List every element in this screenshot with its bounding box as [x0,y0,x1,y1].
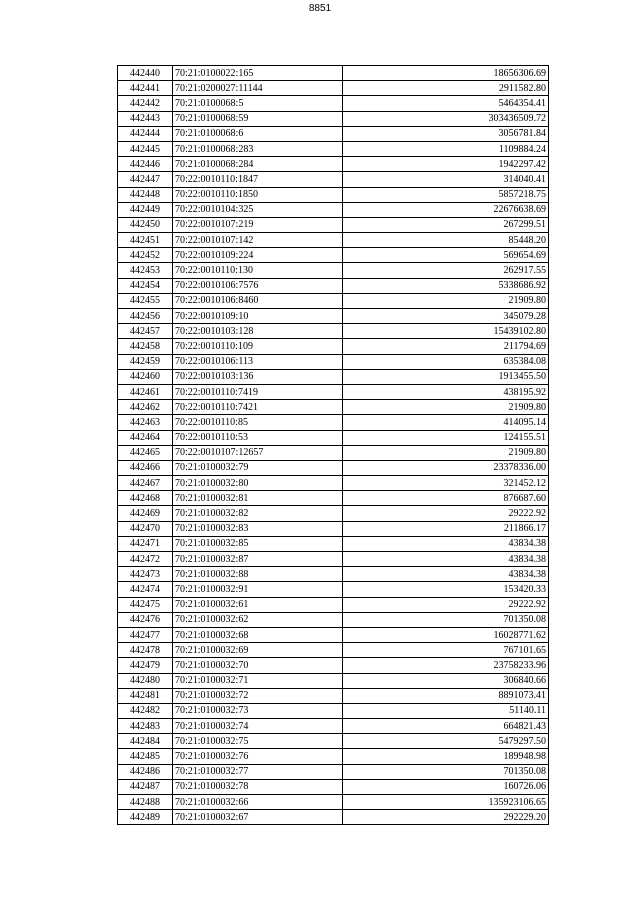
table-row [118,81,549,96]
cadastral-number-cell: 70:21:0100032:62 [173,612,343,627]
cadastral-value-cell: 414095.14 [343,415,549,430]
cadastral-number-cell: 70:22:0010110:7419 [173,384,343,399]
cadastral-number-cell: 70:21:0100032:83 [173,521,343,536]
table-row [118,764,549,779]
row-number-cell: 442482 [118,703,173,718]
cadastral-value-cell: 43834.38 [343,552,549,567]
cadastral-value-cell: 124155.51 [343,430,549,445]
cadastral-value-cell: 8891073.41 [343,688,549,703]
row-number-cell: 442469 [118,506,173,521]
cadastral-value-cell: 664821.43 [343,719,549,734]
row-number-cell: 442489 [118,810,173,825]
table-row [118,66,549,81]
cadastral-value-cell: 18656306.69 [343,66,549,81]
table-row [118,126,549,141]
table-row [118,719,549,734]
row-number-cell: 442477 [118,627,173,642]
row-number-cell: 442462 [118,400,173,415]
table-row [118,384,549,399]
row-number-cell: 442457 [118,324,173,339]
row-number-cell: 442442 [118,96,173,111]
table-row [118,248,549,263]
cadastral-number-cell: 70:22:0010106:113 [173,354,343,369]
row-number-cell: 442458 [118,339,173,354]
cadastral-value-cell: 1109884.24 [343,141,549,156]
cadastral-number-cell: 70:21:0100032:71 [173,673,343,688]
row-number-cell: 442463 [118,415,173,430]
cadastral-value-cell: 21909.80 [343,400,549,415]
cadastral-value-cell: 29222.92 [343,597,549,612]
row-number-cell: 442480 [118,673,173,688]
row-number-cell: 442481 [118,688,173,703]
cadastral-value-cell: 51140.11 [343,703,549,718]
cadastral-value-cell: 635384.08 [343,354,549,369]
row-number-cell: 442449 [118,202,173,217]
cadastral-value-cell: 262917.55 [343,263,549,278]
table-row [118,597,549,612]
cadastral-number-cell: 70:21:0100032:68 [173,627,343,642]
row-number-cell: 442468 [118,491,173,506]
cadastral-value-cell: 569654.69 [343,248,549,263]
table-row [118,567,549,582]
cadastral-number-cell: 70:21:0100032:66 [173,795,343,810]
cadastral-value-cell: 267299.51 [343,217,549,232]
table-row [118,643,549,658]
row-number-cell: 442483 [118,719,173,734]
cadastral-number-cell: 70:22:0010103:128 [173,324,343,339]
cadastral-number-cell: 70:21:0200027:11144 [173,81,343,96]
row-number-cell: 442448 [118,187,173,202]
row-number-cell: 442450 [118,217,173,232]
cadastral-number-cell: 70:22:0010110:1847 [173,172,343,187]
cadastral-value-cell: 211866.17 [343,521,549,536]
table-row [118,339,549,354]
table-row [118,795,549,810]
row-number-cell: 442485 [118,749,173,764]
cadastral-value-cell: 345079.28 [343,309,549,324]
cadastral-number-cell: 70:21:0100032:79 [173,460,343,475]
cadastral-value-cell: 321452.12 [343,476,549,491]
cadastral-value-cell: 29222.92 [343,506,549,521]
row-number-cell: 442444 [118,126,173,141]
cadastral-value-cell: 153420.33 [343,582,549,597]
cadastral-number-cell: 70:22:0010110:7421 [173,400,343,415]
row-number-cell: 442467 [118,476,173,491]
cadastral-value-cell: 303436509.72 [343,111,549,126]
table-row [118,430,549,445]
cadastral-number-cell: 70:22:0010107:219 [173,217,343,232]
cadastral-value-cell: 1913455.50 [343,369,549,384]
cadastral-number-cell: 70:21:0100032:69 [173,643,343,658]
table-row [118,749,549,764]
row-number-cell: 442451 [118,233,173,248]
row-number-cell: 442478 [118,643,173,658]
row-number-cell: 442445 [118,141,173,156]
table-row [118,202,549,217]
table-row [118,658,549,673]
row-number-cell: 442446 [118,157,173,172]
cadastral-value-cell: 23378336.00 [343,460,549,475]
row-number-cell: 442459 [118,354,173,369]
row-number-cell: 442487 [118,779,173,794]
table-row [118,141,549,156]
cadastral-value-cell: 767101.65 [343,643,549,658]
cadastral-number-cell: 70:22:0010106:8460 [173,293,343,308]
row-number-cell: 442447 [118,172,173,187]
table-row [118,734,549,749]
table-row [118,96,549,111]
cadastral-value-cell: 2911582.80 [343,81,549,96]
table-row [118,369,549,384]
cadastral-value-cell: 438195.92 [343,384,549,399]
table-row [118,324,549,339]
row-number-cell: 442465 [118,445,173,460]
table-row [118,627,549,642]
table-row [118,278,549,293]
row-number-cell: 442486 [118,764,173,779]
row-number-cell: 442472 [118,552,173,567]
cadastral-number-cell: 70:22:0010110:53 [173,430,343,445]
table-row [118,810,549,825]
table-row [118,673,549,688]
table-row [118,111,549,126]
cadastral-number-cell: 70:22:0010103:136 [173,369,343,384]
cadastral-number-cell: 70:21:0100068:59 [173,111,343,126]
cadastral-number-cell: 70:21:0100022:165 [173,66,343,81]
cadastral-value-cell: 16028771.62 [343,627,549,642]
cadastral-number-cell: 70:21:0100032:73 [173,703,343,718]
row-number-cell: 442476 [118,612,173,627]
table-row [118,157,549,172]
row-number-cell: 442461 [118,384,173,399]
cadastral-number-cell: 70:21:0100032:80 [173,476,343,491]
table-row [118,217,549,232]
table-row [118,263,549,278]
cadastral-value-cell: 1942297.42 [343,157,549,172]
cadastral-number-cell: 70:22:0010110:85 [173,415,343,430]
cadastral-number-cell: 70:21:0100032:77 [173,764,343,779]
cadastral-number-cell: 70:21:0100032:70 [173,658,343,673]
table-row [118,460,549,475]
cadastral-number-cell: 70:21:0100032:81 [173,491,343,506]
table-row [118,552,549,567]
cadastral-value-cell: 43834.38 [343,567,549,582]
cadastral-number-cell: 70:22:0010110:130 [173,263,343,278]
cadastral-value-cell: 701350.08 [343,612,549,627]
page-number: 8851 [308,3,332,14]
cadastral-value-cell: 5857218.75 [343,187,549,202]
cadastral-value-cell: 314040.41 [343,172,549,187]
row-number-cell: 442484 [118,734,173,749]
cadastral-number-cell: 70:21:0100068:283 [173,141,343,156]
cadastral-value-cell: 3056781.84 [343,126,549,141]
cadastral-value-cell: 876687.60 [343,491,549,506]
row-number-cell: 442455 [118,293,173,308]
table-row [118,293,549,308]
row-number-cell: 442473 [118,567,173,582]
row-number-cell: 442488 [118,795,173,810]
cadastral-number-cell: 70:21:0100032:85 [173,536,343,551]
row-number-cell: 442479 [118,658,173,673]
cadastral-value-cell: 5464354.41 [343,96,549,111]
cadastral-number-cell: 70:21:0100032:61 [173,597,343,612]
cadastral-number-cell: 70:22:0010106:7576 [173,278,343,293]
cadastral-value-cell: 211794.69 [343,339,549,354]
cadastral-number-cell: 70:22:0010110:1850 [173,187,343,202]
table-row [118,172,549,187]
table-body [118,66,549,825]
cadastral-value-cell: 85448.20 [343,233,549,248]
row-number-cell: 442456 [118,309,173,324]
table-row [118,445,549,460]
cadastral-number-cell: 70:21:0100032:74 [173,719,343,734]
row-number-cell: 442453 [118,263,173,278]
cadastral-value-cell: 21909.80 [343,293,549,308]
cadastral-value-cell: 5338686.92 [343,278,549,293]
table-row [118,415,549,430]
cadastral-number-cell: 70:22:0010104:325 [173,202,343,217]
cadastral-number-cell: 70:21:0100032:75 [173,734,343,749]
cadastral-value-cell: 23758233.96 [343,658,549,673]
row-number-cell: 442466 [118,460,173,475]
cadastral-value-cell: 21909.80 [343,445,549,460]
cadastral-value-cell: 701350.08 [343,764,549,779]
table-row [118,400,549,415]
cadastral-value-cell: 15439102.80 [343,324,549,339]
cadastral-number-cell: 70:21:0100032:78 [173,779,343,794]
cadastral-number-cell: 70:22:0010109:224 [173,248,343,263]
cadastral-value-cell: 189948.98 [343,749,549,764]
cadastral-value-cell: 135923106.65 [343,795,549,810]
row-number-cell: 442471 [118,536,173,551]
cadastral-value-cell: 43834.38 [343,536,549,551]
row-number-cell: 442443 [118,111,173,126]
cadastral-value-cell: 292229.20 [343,810,549,825]
cadastral-value-cell: 306840.66 [343,673,549,688]
cadastral-number-cell: 70:22:0010110:109 [173,339,343,354]
row-number-cell: 442441 [118,81,173,96]
cadastral-value-cell: 22676638.69 [343,202,549,217]
cadastral-number-cell: 70:21:0100032:76 [173,749,343,764]
table-row [118,779,549,794]
table-row [118,506,549,521]
cadastral-number-cell: 70:21:0100068:5 [173,96,343,111]
row-number-cell: 442464 [118,430,173,445]
cadastral-number-cell: 70:22:0010107:12657 [173,445,343,460]
table-row [118,354,549,369]
cadastral-number-cell: 70:21:0100032:88 [173,567,343,582]
row-number-cell: 442452 [118,248,173,263]
cadastral-number-cell: 70:21:0100032:67 [173,810,343,825]
table-row [118,309,549,324]
cadastral-number-cell: 70:21:0100068:284 [173,157,343,172]
table-row [118,476,549,491]
cadastral-number-cell: 70:21:0100068:6 [173,126,343,141]
row-number-cell: 442454 [118,278,173,293]
row-number-cell: 442474 [118,582,173,597]
cadastral-number-cell: 70:21:0100032:91 [173,582,343,597]
table-row [118,187,549,202]
table-row [118,688,549,703]
row-number-cell: 442470 [118,521,173,536]
cadastral-value-table [117,65,549,825]
table-row [118,612,549,627]
table-row [118,491,549,506]
table-row [118,536,549,551]
cadastral-value-cell: 160726.06 [343,779,549,794]
cadastral-number-cell: 70:22:0010109:10 [173,309,343,324]
table-row [118,582,549,597]
cadastral-number-cell: 70:21:0100032:82 [173,506,343,521]
table-row [118,233,549,248]
cadastral-number-cell: 70:22:0010107:142 [173,233,343,248]
table-row [118,703,549,718]
table-row [118,521,549,536]
row-number-cell: 442460 [118,369,173,384]
cadastral-number-cell: 70:21:0100032:87 [173,552,343,567]
row-number-cell: 442475 [118,597,173,612]
row-number-cell: 442440 [118,66,173,81]
cadastral-value-cell: 5479297.50 [343,734,549,749]
cadastral-number-cell: 70:21:0100032:72 [173,688,343,703]
